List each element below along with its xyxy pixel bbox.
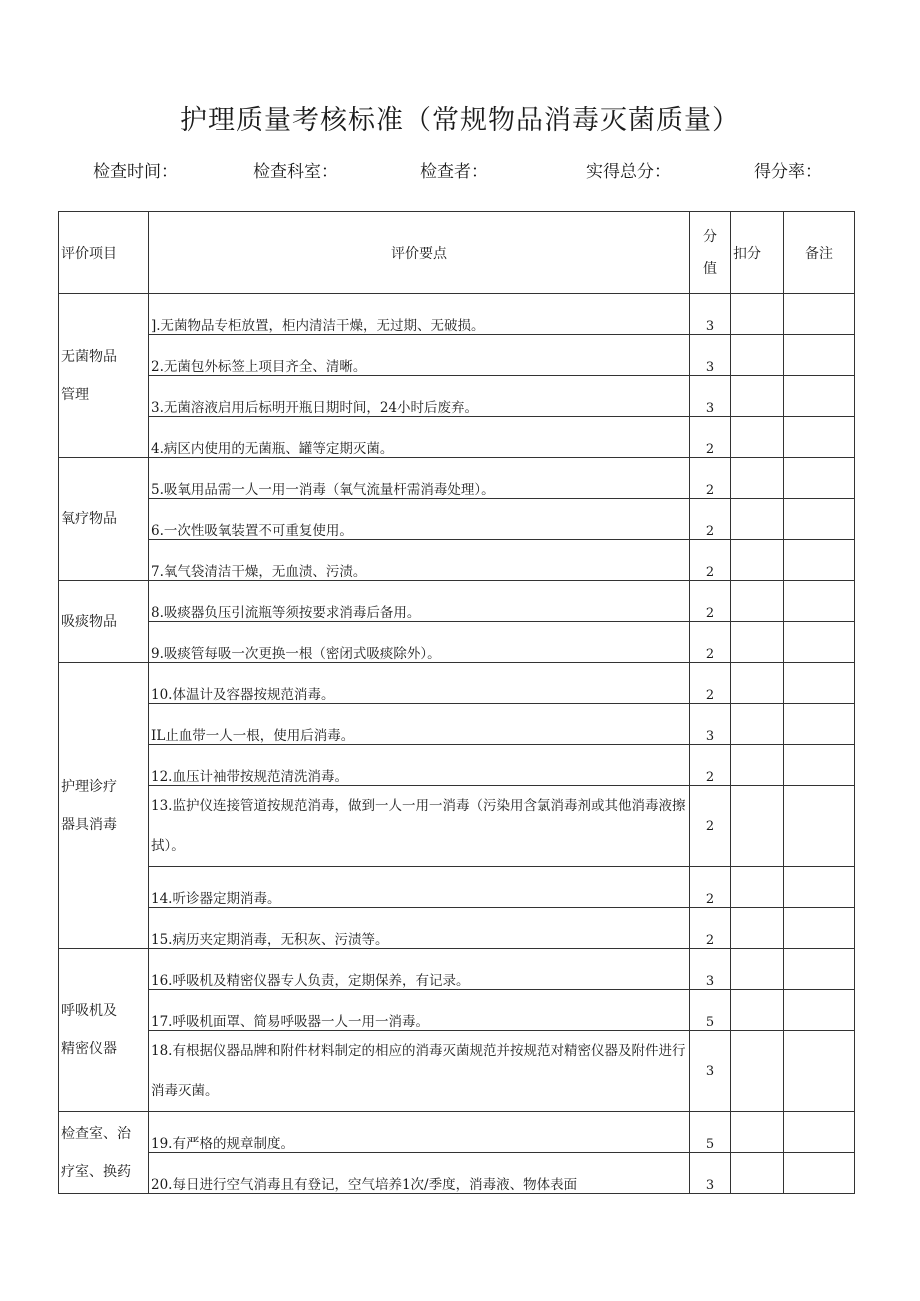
deduct-cell[interactable]	[731, 949, 784, 990]
deduct-cell[interactable]	[731, 335, 784, 376]
category-line: 检查室、治	[61, 1125, 131, 1142]
deduct-cell[interactable]	[731, 908, 784, 949]
remark-cell[interactable]	[784, 949, 855, 990]
deduct-cell[interactable]	[731, 1153, 784, 1194]
evaluation-point: 19.有严格的规章制度。	[149, 1112, 690, 1153]
remark-cell[interactable]	[784, 499, 855, 540]
score-value: 5	[690, 1112, 731, 1153]
info-score-rate: 得分率：	[754, 162, 822, 182]
info-inspector: 检查者：	[420, 162, 488, 182]
evaluation-point: 3.无菌溶液启用后标明开瓶日期时间，24小时后废弃。	[149, 376, 690, 417]
score-value: 2	[690, 581, 731, 622]
assessment-table	[58, 211, 855, 1194]
remark-cell[interactable]	[784, 540, 855, 581]
remark-cell[interactable]	[784, 1031, 855, 1112]
score-value: 2	[690, 417, 731, 458]
deduct-cell[interactable]	[731, 499, 784, 540]
table-row	[59, 622, 855, 663]
table-row	[59, 417, 855, 458]
category-line: 器具消毒	[61, 816, 117, 833]
table-row	[59, 949, 855, 990]
remark-cell[interactable]	[784, 908, 855, 949]
evaluation-point: 8.吸痰器负压引流瓶等须按要求消毒后备用。	[149, 581, 690, 622]
evaluation-point: 2.无菌包外标签上项目齐全、清晰。	[149, 335, 690, 376]
remark-cell[interactable]	[784, 1112, 855, 1153]
evaluation-point: 5.吸氧用品需一人一用一消毒（氧气流量杆需消毒处理）。	[149, 458, 690, 499]
category-line: 管理	[61, 386, 89, 403]
score-value: 3	[690, 704, 731, 745]
table-row	[59, 786, 855, 867]
category-cell	[59, 458, 149, 581]
category-line: 吸痰物品	[61, 613, 117, 630]
document-title: 护理质量考核标准（常规物品消毒灭菌质量）	[180, 105, 740, 136]
remark-cell[interactable]	[784, 335, 855, 376]
evaluation-point: 18.有根据仪器品牌和附件材料制定的相应的消毒灭菌规范并按规范对精密仪器及附件进行消毒灭菌。	[149, 1031, 690, 1112]
deduct-cell[interactable]	[731, 745, 784, 786]
table-row	[59, 867, 855, 908]
score-value: 2	[690, 745, 731, 786]
info-check-department: 检查科室：	[253, 162, 338, 182]
evaluation-point: 10.体温计及容器按规范消毒。	[149, 663, 690, 704]
table-row	[59, 294, 855, 335]
header-score	[690, 212, 731, 294]
category-cell	[59, 949, 149, 1112]
deduct-cell[interactable]	[731, 417, 784, 458]
score-value: 3	[690, 376, 731, 417]
deduct-cell[interactable]	[731, 867, 784, 908]
deduct-cell[interactable]	[731, 704, 784, 745]
category-line: 呼吸机及	[61, 1003, 117, 1019]
table-row	[59, 1112, 855, 1153]
deduct-cell[interactable]	[731, 294, 784, 335]
category-cell	[59, 294, 149, 458]
table-row	[59, 581, 855, 622]
evaluation-point: 12.血压计袖带按规范清洗消毒。	[149, 745, 690, 786]
evaluation-point: IL止血带一人一根，使用后消毒。	[149, 704, 690, 745]
remark-cell[interactable]	[784, 376, 855, 417]
category-cell	[59, 1112, 149, 1194]
remark-cell[interactable]	[784, 867, 855, 908]
remark-cell[interactable]	[784, 581, 855, 622]
deduct-cell[interactable]	[731, 786, 784, 867]
score-value: 2	[690, 867, 731, 908]
score-value: 3	[690, 294, 731, 335]
category-line: 无菌物品	[61, 348, 117, 365]
category-cell	[59, 581, 149, 663]
remark-cell[interactable]	[784, 458, 855, 499]
score-value: 5	[690, 990, 731, 1031]
evaluation-point: 4.病区内使用的无菌瓶、罐等定期灭菌。	[149, 417, 690, 458]
evaluation-point: 9.吸痰管每吸一次更换一根（密闭式吸痰除外）。	[149, 622, 690, 663]
score-value: 2	[690, 663, 731, 704]
score-value: 2	[690, 458, 731, 499]
remark-cell[interactable]	[784, 417, 855, 458]
table-row	[59, 376, 855, 417]
score-value: 2	[690, 540, 731, 581]
evaluation-point: 20.每日进行空气消毒且有登记，空气培养1次/季度，消毒液、物体表面	[149, 1153, 690, 1194]
header-row	[59, 212, 855, 294]
table-row	[59, 908, 855, 949]
table-row	[59, 663, 855, 704]
remark-cell[interactable]	[784, 1153, 855, 1194]
header-score-line2: 值	[703, 260, 717, 277]
deduct-cell[interactable]	[731, 990, 784, 1031]
evaluation-point: 14.听诊器定期消毒。	[149, 867, 690, 908]
deduct-cell[interactable]	[731, 622, 784, 663]
table-row	[59, 704, 855, 745]
deduct-cell[interactable]	[731, 376, 784, 417]
remark-cell[interactable]	[784, 294, 855, 335]
evaluation-point: 15.病历夹定期消毒，无积灰、污渍等。	[149, 908, 690, 949]
table-row	[59, 540, 855, 581]
score-value: 3	[690, 949, 731, 990]
category-cell	[59, 663, 149, 949]
table-row	[59, 335, 855, 376]
header-deduct: 扣分	[731, 212, 784, 294]
table-row	[59, 745, 855, 786]
score-value: 3	[690, 335, 731, 376]
header-score-line1: 分	[703, 228, 717, 245]
score-value: 2	[690, 622, 731, 663]
category-line: 护理诊疗	[61, 778, 117, 795]
score-value: 3	[690, 1031, 731, 1112]
remark-cell[interactable]	[784, 990, 855, 1031]
score-value: 2	[690, 499, 731, 540]
table-row	[59, 1153, 855, 1194]
category-line: 疗室、换药	[61, 1163, 131, 1180]
remark-cell[interactable]	[784, 704, 855, 745]
evaluation-point: ].无菌物品专柜放置，柜内清洁干燥，无过期、无破损。	[149, 294, 690, 335]
info-check-time: 检查时间：	[93, 162, 178, 182]
remark-cell[interactable]	[784, 786, 855, 867]
evaluation-point: 16.呼吸机及精密仪器专人负责，定期保养，有记录。	[149, 949, 690, 990]
evaluation-point: 7.氧气袋清洁干燥，无血渍、污渍。	[149, 540, 690, 581]
deduct-cell[interactable]	[731, 540, 784, 581]
score-value: 3	[690, 1153, 731, 1194]
category-line: 氧疗物品	[61, 511, 117, 527]
evaluation-point: 17.呼吸机面罩、简易呼吸器一人一用一消毒。	[149, 990, 690, 1031]
table-row	[59, 458, 855, 499]
deduct-cell[interactable]	[731, 663, 784, 704]
table-row	[59, 1031, 855, 1112]
table-row	[59, 499, 855, 540]
evaluation-point: 13.监护仪连接管道按规范消毒，做到一人一用一消毒（污染用含氯消毒剂或其他消毒液擦拭）。	[149, 786, 690, 867]
deduct-cell[interactable]	[731, 1112, 784, 1153]
deduct-cell[interactable]	[731, 1031, 784, 1112]
header-remark: 备注	[784, 212, 855, 294]
header-points: 评价要点	[149, 212, 690, 294]
score-value: 2	[690, 908, 731, 949]
remark-cell[interactable]	[784, 622, 855, 663]
table-row	[59, 990, 855, 1031]
deduct-cell[interactable]	[731, 458, 784, 499]
info-total-score: 实得总分：	[586, 162, 671, 182]
evaluation-point: 6.一次性吸氧装置不可重复使用。	[149, 499, 690, 540]
deduct-cell[interactable]	[731, 581, 784, 622]
category-line: 精密仪器	[61, 1041, 117, 1057]
score-value: 2	[690, 786, 731, 867]
remark-cell[interactable]	[784, 663, 855, 704]
header-category: 评价项目	[59, 212, 149, 294]
remark-cell[interactable]	[784, 745, 855, 786]
